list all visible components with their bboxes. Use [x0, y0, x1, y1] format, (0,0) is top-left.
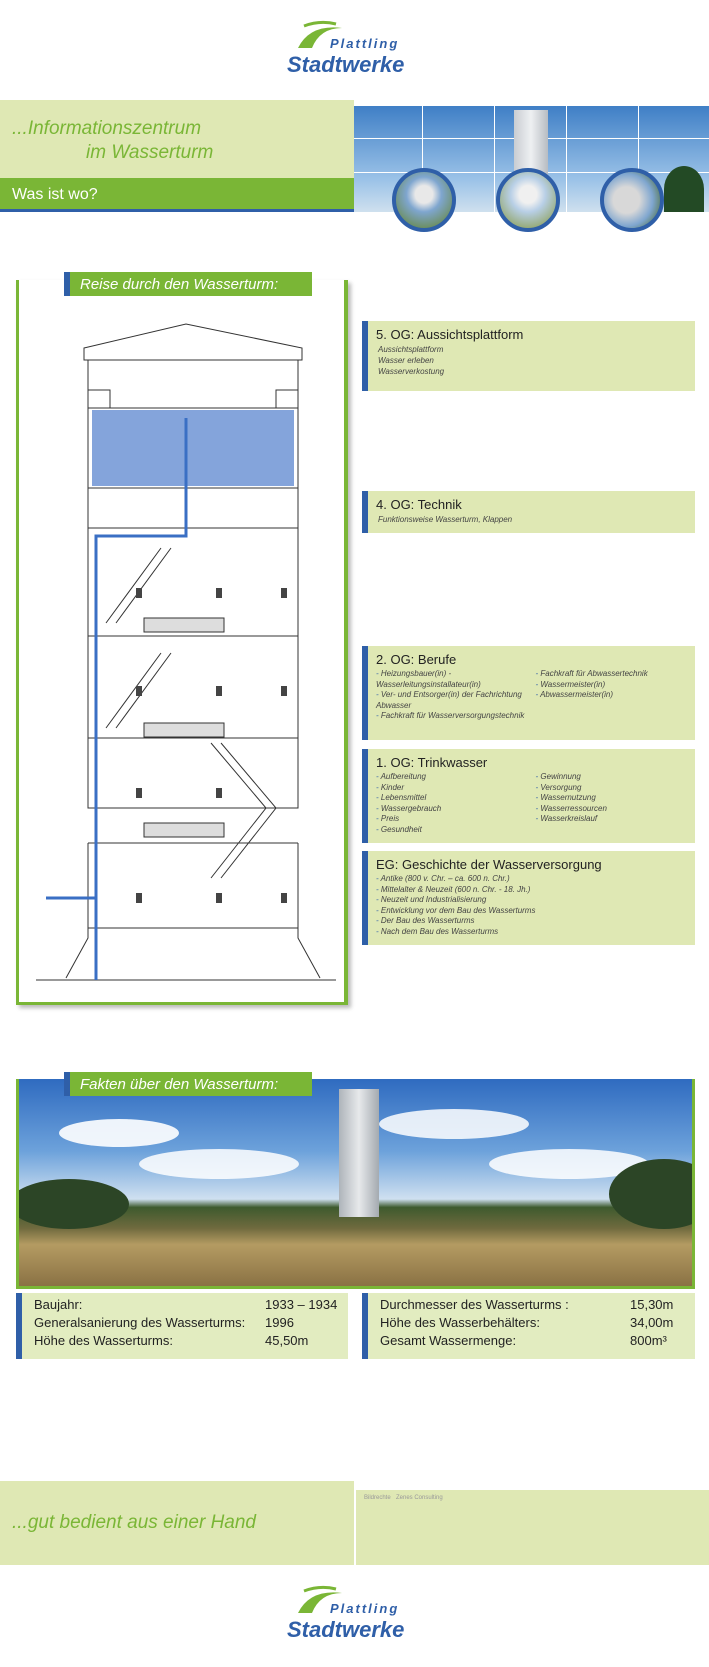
floor-2-title: 2. OG: Berufe [376, 652, 457, 667]
list-item: - Nach dem Bau des Wasserturms [376, 927, 676, 938]
brand-plattling: Plattling [330, 36, 400, 51]
facts-left-panel [16, 1293, 348, 1359]
facts-heading: Fakten über den Wasserturm: [64, 1072, 312, 1096]
header-title: ...Informationszentrum [12, 118, 202, 139]
floor-4-panel[interactable] [362, 491, 695, 533]
list-item: - Gesundheit [376, 825, 536, 836]
fact-label: Baujahr: [34, 1297, 83, 1312]
list-item: - Wassergebrauch [376, 804, 536, 815]
footer-slogan: ...gut bedient aus einer Hand [12, 1512, 257, 1533]
list-item: - Versorgung [536, 783, 696, 794]
fact-label: Gesamt Wassermenge: [380, 1333, 517, 1348]
list-item: - Wassermeister(in) [536, 680, 696, 691]
floor-1-left-list [376, 772, 536, 835]
floor-eg-panel[interactable] [362, 851, 695, 945]
floor-5-item: Wasserverkostung [378, 367, 445, 376]
brand-plattling: Plattling [330, 1601, 400, 1616]
floor-2-right-list [536, 669, 696, 722]
facts-photo [16, 1079, 695, 1289]
fact-value: 1933 – 1934 [265, 1297, 338, 1312]
list-item: - Neuzeit und Industrialisierung [376, 895, 676, 906]
brand-stadtwerke: Stadtwerke [287, 1617, 405, 1642]
floor-1-title: 1. OG: Trinkwasser [376, 755, 488, 770]
stadtwerke-logo-top[interactable] [260, 18, 430, 88]
list-item: - Ver- und Entsorger(in) der Fachrichtung Abwasser [376, 690, 536, 711]
list-item: - Wasserkreislauf [536, 814, 696, 825]
floor-eg-title: EG: Geschichte der Wasserversorgung [376, 857, 602, 872]
floor-5-item: Wasser erleben [378, 356, 434, 365]
list-item: - Aufbereitung [376, 772, 536, 783]
fact-label: Generalsanierung des Wasserturms: [34, 1315, 246, 1330]
fact-label: Höhe des Wasserturms: [34, 1333, 173, 1348]
footer-credit: Zenes Consulting [396, 1495, 443, 1501]
fact-value: 800m³ [630, 1333, 667, 1348]
floor-2-left-list [376, 669, 536, 722]
list-item: - Wasserressourcen [536, 804, 696, 815]
fact-value: 45,50m [265, 1333, 309, 1348]
tower-photo-icon [339, 1089, 379, 1217]
floor-5-panel[interactable] [362, 321, 695, 391]
list-item: - Mittelalter & Neuzeit (600 n. Chr. - 18. Jh.) [376, 885, 676, 896]
journey-heading: Reise durch den Wasserturm: [64, 272, 312, 296]
floor-5-item: Aussichtsplattform [378, 345, 444, 354]
list-item: - Wassernutzung [536, 793, 696, 804]
fact-value: 1996 [265, 1315, 294, 1330]
list-item: - Fachkraft für Abwassertechnik [536, 669, 696, 680]
footer-credit: Bildrechte [364, 1495, 391, 1501]
fact-label: Durchmesser des Wasserturms : [380, 1297, 569, 1312]
header-title-panel [0, 100, 354, 180]
tower-cross-section [36, 318, 336, 983]
floor-4-title: 4. OG: Technik [376, 497, 462, 512]
list-item: - Kinder [376, 783, 536, 794]
floor-1-panel[interactable] [362, 749, 695, 843]
floor-2-panel[interactable] [362, 646, 695, 740]
brand-stadtwerke: Stadtwerke [287, 52, 405, 77]
stadtwerke-logo-bottom[interactable] [260, 1583, 430, 1653]
header-title-2: im Wasserturm [86, 142, 214, 163]
footer-band-right [356, 1490, 709, 1565]
floor-1-right-list [536, 772, 696, 835]
header-band [0, 100, 709, 212]
list-item: - Antike (800 v. Chr. – ca. 600 n. Chr.) [376, 874, 676, 885]
list-item: - Lebensmittel [376, 793, 536, 804]
floor-4-item: Funktionsweise Wasserturm, Klappen [378, 515, 513, 524]
fact-value: 34,00m [630, 1315, 674, 1330]
header-photo-circle-3 [600, 168, 664, 232]
list-item: - Fachkraft für Wasserversorgungstechnik [376, 711, 536, 722]
fact-label: Höhe des Wasserbehälters: [380, 1315, 540, 1330]
floor-5-title: 5. OG: Aussichtsplattform [376, 327, 524, 342]
floor-eg-list [376, 874, 676, 937]
list-item: - Preis [376, 814, 536, 825]
list-item: - Der Bau des Wasserturms [376, 916, 676, 927]
header-photo-circle-1 [392, 168, 456, 232]
header-subtitle: Was ist wo? [12, 186, 98, 203]
header-photo-circle-2 [496, 168, 560, 232]
list-item: - Heizungsbauer(in) - Wasserleitungsinstallateur(in) [376, 669, 536, 690]
list-item: - Abwassermeister(in) [536, 690, 696, 701]
list-item: - Gewinnung [536, 772, 696, 783]
list-item: - Entwicklung vor dem Bau des Wasserturms [376, 906, 676, 917]
facts-right-panel [362, 1293, 695, 1359]
fact-value: 15,30m [630, 1297, 674, 1312]
